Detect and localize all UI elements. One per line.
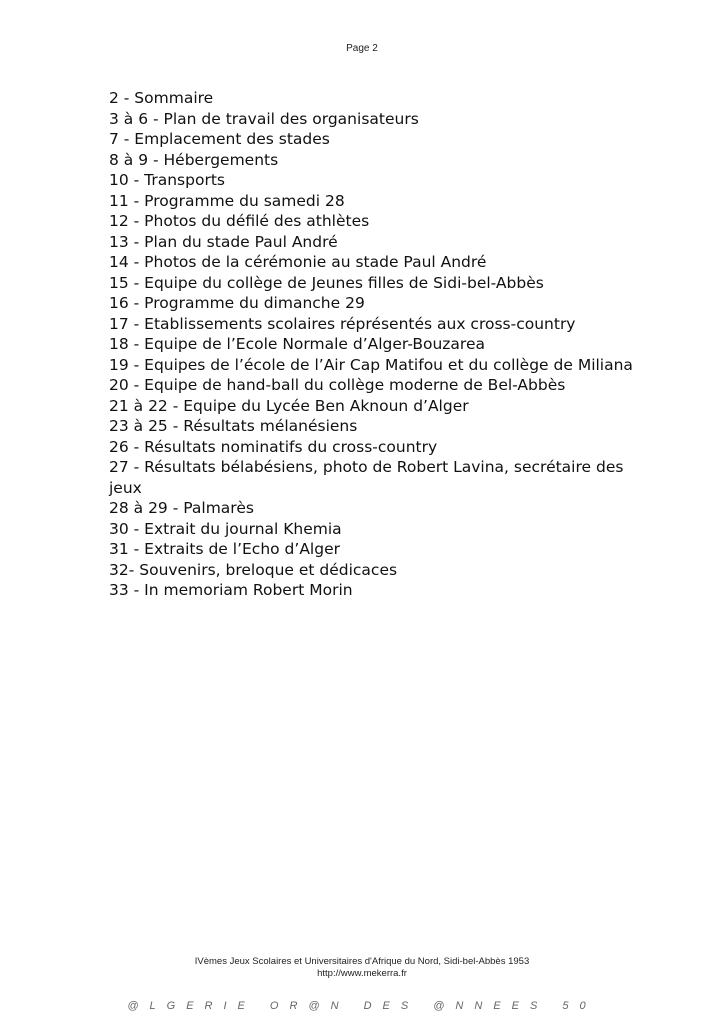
toc-entry: 28 à 29 - Palmarès bbox=[109, 499, 254, 517]
toc-entry: 32- Souvenirs, breloque et dédicaces bbox=[109, 560, 398, 579]
toc-entry: 21 à 22 - Equipe du Lycée Ben Aknoun d’Alger bbox=[109, 396, 469, 415]
toc-entry: 14 - Photos de la cérémonie au stade Paul André bbox=[109, 253, 487, 271]
toc-entry: 8 à 9 - Hébergements bbox=[109, 150, 279, 169]
toc-entry: 30 - Extrait du journal Khemia bbox=[109, 519, 342, 538]
page-footer bbox=[0, 956, 724, 980]
toc-entry: 20 - Equipe de hand-ball du collège moderne de Bel-Abbès bbox=[109, 376, 566, 394]
toc-entry: 12 - Photos du défilé des athlètes bbox=[109, 212, 370, 230]
toc-entry: 10 - Transports bbox=[109, 171, 225, 189]
footer-banner: @LGERIE OR@N DES @NNEES 50 bbox=[127, 1000, 597, 1012]
footer-event-title: IVèmes Jeux Scolaires et Universitaires d'Afrique du Nord, Sidi-bel-Abbès 1953 bbox=[194, 956, 530, 967]
toc-entry: 7 - Emplacement des stades bbox=[109, 130, 330, 148]
toc-entry: 19 - Equipes de l’école de l’Air Cap Matifou et du collège de Miliana bbox=[109, 355, 633, 374]
footer-website-link[interactable]: http://www.mekerra.fr bbox=[317, 968, 407, 979]
toc-entry: 3 à 6 - Plan de travail des organisateurs bbox=[109, 109, 419, 128]
toc-entry: 23 à 25 - Résultats mélanésiens bbox=[109, 417, 358, 435]
toc-entry: 15 - Equipe du collège de Jeunes filles de Sidi-bel-Abbès bbox=[109, 273, 544, 292]
toc-entry: 33 - In memoriam Robert Morin bbox=[109, 581, 353, 599]
table-of-contents bbox=[109, 88, 649, 601]
toc-entry: 17 - Etablissements scolaires réprésentés aux cross-country bbox=[109, 314, 576, 333]
toc-entry: 27 - Résultats bélabésiens, photo de Robert Lavina, secrétaire des jeux bbox=[109, 458, 624, 497]
page-number: Page 2 bbox=[346, 43, 378, 54]
toc-entry: 31 - Extraits de l’Echo d’Alger bbox=[109, 540, 340, 558]
toc-entry: 18 - Equipe de l’Ecole Normale d’Alger-Bouzarea bbox=[109, 335, 485, 353]
toc-entry: 2 - Sommaire bbox=[109, 89, 214, 107]
toc-entry: 13 - Plan du stade Paul André bbox=[109, 232, 338, 251]
toc-entry: 16 - Programme du dimanche 29 bbox=[109, 294, 365, 312]
toc-entry: 26 - Résultats nominatifs du cross-country bbox=[109, 437, 438, 456]
toc-entry: 11 - Programme du samedi 28 bbox=[109, 191, 345, 210]
